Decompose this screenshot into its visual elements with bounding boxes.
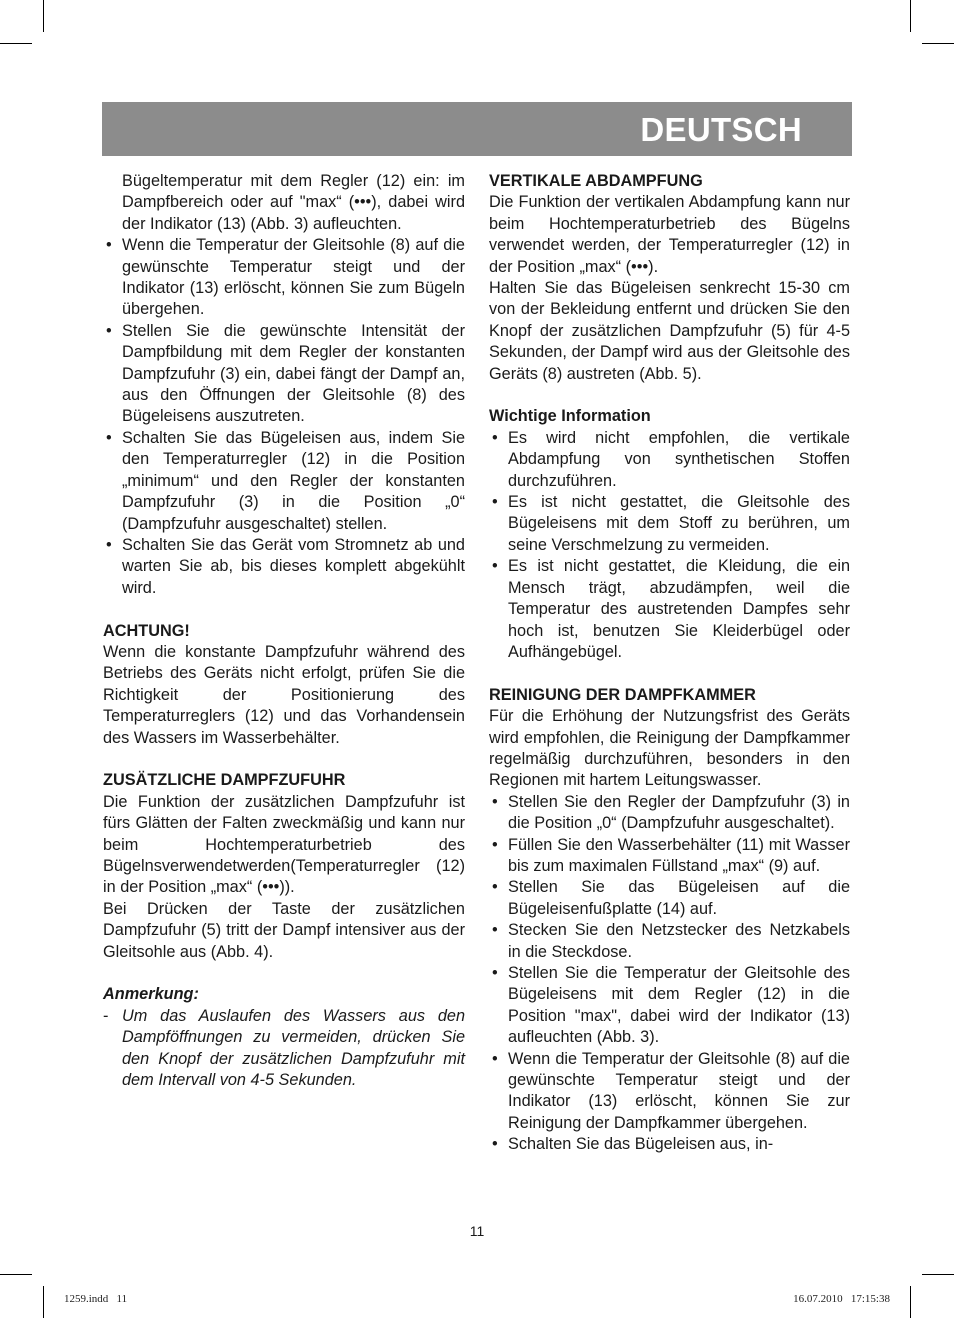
crop-mark xyxy=(922,43,954,44)
section-heading-additional-steam: ZUSÄTZLICHE DAMPFZUFUHR xyxy=(103,771,346,790)
list-item xyxy=(103,535,465,599)
note-text: Um das Auslaufen des Wassers aus den Dampföffnungen zu vermeiden, drücken Sie den Knopf der zusätzlichen Dampfzufuhr mit dem Intervall von 4-5 Sekunden. xyxy=(122,1006,465,1090)
bullet-icon: • xyxy=(492,493,498,512)
list-item xyxy=(489,492,850,556)
list-item xyxy=(103,321,465,428)
section-heading-cleaning: REINIGUNG DER DAMPFKAMMER xyxy=(489,685,756,704)
bullet-icon: • xyxy=(106,428,112,447)
bullet-icon: • xyxy=(492,878,498,897)
list-item xyxy=(489,428,850,492)
crop-mark xyxy=(910,1286,911,1318)
cleaning-text: Für die Erhöhung der Nutzungsfrist des Geräts wird empfohlen, die Reinigung der Dampfkammer regelmäßig durchzuführen, besonders in den Regionen mit hartem Leitungswasser. xyxy=(489,707,850,790)
banner-title: DEUTSCH xyxy=(640,111,802,148)
bullet-icon: • xyxy=(492,835,498,854)
note-heading: Anmerkung: xyxy=(103,985,199,1004)
bullet-icon: • xyxy=(492,792,498,811)
crop-mark xyxy=(0,43,32,44)
list-item xyxy=(489,920,850,963)
list-item-text: Es ist nicht gestattet, die Kleidung, die ein Mensch trägt, abzudämpfen, weil die Temperatur des austretenden Dampfes sehr hoch ist, benutzen Sie Kleiderbügel oder Aufhängebügel. xyxy=(508,557,850,661)
bullet-icon: • xyxy=(492,428,498,447)
bullet-icon: • xyxy=(106,321,112,340)
list-item xyxy=(489,877,850,920)
list-item-text: Stellen Sie den Regler der Dampfzufuhr (3) in die Position „0“ (Dampfzufuhr ausgeschaltet). xyxy=(508,792,850,833)
list-item-text: Es wird nicht empfohlen, die vertikale Abdampfung von synthetischen Stoffen durchzuführen. xyxy=(508,428,850,490)
list-item xyxy=(489,1049,850,1135)
list-item-text: Es ist nicht gestattet, die Gleitsohle des Bügeleisens mit dem Stoff zu berühren, um seine Verschmelzung zu vermeiden. xyxy=(508,493,850,554)
crop-mark xyxy=(0,1274,32,1275)
bullet-icon: • xyxy=(492,921,498,940)
bullet-icon: • xyxy=(492,1135,498,1154)
bullet-icon: • xyxy=(106,535,112,554)
vertical-steam-text: Halten Sie das Bügeleisen senkrecht 15-30 cm von der Bekleidung entfernt und drücken Sie den Knopf der zusätzlichen Dampfzufuhr (5) für 4-5 Sekunden, der Dampf wird aus der Gleitsohle des Geräts (8) austreten (Abb. 5). xyxy=(489,279,850,383)
footer-timestamp: 16.07.2010 17:15:38 xyxy=(793,1293,890,1305)
footer-file-info: 1259.indd 11 xyxy=(64,1293,128,1305)
bullet-icon: • xyxy=(106,236,112,255)
list-item-text: Schalten Sie das Gerät vom Stromnetz ab und warten Sie ab, bis dieses komplett abgekühlt wird. xyxy=(122,535,465,597)
list-item xyxy=(489,556,850,663)
list-item-text: Füllen Sie den Wasserbehälter (11) mit Wasser bis zum maximalen Füllstand „max“ (9) auf. xyxy=(508,835,850,875)
crop-mark xyxy=(43,1286,44,1318)
list-item-text: Wenn die Temperatur der Gleitsohle (8) auf die gewünschte Temperatur steigt und der Indikator (13) erlöscht, können Sie zum Bügeln übergehen. xyxy=(122,236,465,319)
left-column xyxy=(103,171,465,1091)
list-item xyxy=(103,428,465,535)
note-item xyxy=(103,1006,465,1092)
achtung-text: Wenn die konstante Dampfzufuhr während des Betriebs des Geräts nicht erfolgt, prüfen Sie die Richtigkeit der Positionierung des Temperaturreglers (12) und das Vorhandensein des Wassers im Wasserbehälter. xyxy=(103,642,465,747)
language-banner xyxy=(102,102,852,156)
list-item xyxy=(489,835,850,878)
list-item-text: Stellen Sie das Bügeleisen auf die Bügeleisenfußplatte (14) auf. xyxy=(508,878,850,918)
list-item xyxy=(103,235,465,321)
list-item-text: Schalten Sie das Bügeleisen aus, in- xyxy=(508,1135,774,1154)
achtung-heading: ACHTUNG! xyxy=(103,621,190,640)
bullet-icon: • xyxy=(492,1049,498,1068)
crop-mark xyxy=(922,1274,954,1275)
list-item-text: Stellen Sie die Temperatur der Gleitsohle des Bügeleisens mit dem Regler (12) in die Position "max", dabei wird der Indikator (13) aufleuchten (Abb. 3). xyxy=(508,964,850,1047)
crop-mark xyxy=(910,0,911,32)
list-item xyxy=(489,792,850,835)
list-item-text: Schalten Sie das Bügeleisen aus, indem Sie den Temperaturregler (12) in die Position „minimum“ und den Regler der konstanten Dampfzufuhr (3) in die Position „0“ (Dampfzufuhr ausgeschaltet) stellen. xyxy=(122,428,465,533)
page-number: 11 xyxy=(469,1223,485,1239)
additional-steam-text: Die Funktion der zusätzlichen Dampfzufuhr ist fürs Glätten der Falten zweckmäßig und kann nur beim Hochtemperaturbetrieb des Bügelnsverwendetwerden(Temperaturregler (12) in der Position „max“ (•••)). xyxy=(103,792,465,897)
list-item xyxy=(489,1134,850,1155)
list-item-text: Stellen Sie die gewünschte Intensität der Dampfbildung mit dem Regler der konstanten Dampfzufuhr (3) ein, dabei fängt der Dampf an, aus den Öffnungen der Gleitsohle (8) des Bügeleisens auszutreten. xyxy=(122,321,465,426)
list-item xyxy=(489,963,850,1049)
additional-steam-text: Bei Drücken der Taste der zusätzlichen Dampfzufuhr (5) tritt der Dampf intensiver aus der Gleitsohle aus (Abb. 4). xyxy=(103,899,465,961)
list-item-text: Stecken Sie den Netzstecker des Netzkabels in die Steckdose. xyxy=(508,921,850,961)
continued-paragraph: Bügeltemperatur mit dem Regler (12) ein: im Dampfbereich oder auf "max“ (•••), dabei wird der Indikator (13) (Abb. 3) aufleuchten. xyxy=(122,172,465,233)
vertical-steam-text: Die Funktion der vertikalen Abdampfung kann nur beim Hochtemperaturbetrieb des Bügelns verwendet werden, der Temperaturregler (12) in der Position „max“ (•••). xyxy=(489,193,850,276)
list-item-text: Wenn die Temperatur der Gleitsohle (8) auf die gewünschte Temperatur steigt und der Indikator (13) erlöscht, können Sie zur Reinigung der Dampfkammer übergehen. xyxy=(508,1049,850,1132)
bullet-icon: • xyxy=(492,557,498,576)
important-info-heading: Wichtige Information xyxy=(489,407,651,426)
right-column xyxy=(489,171,850,1156)
crop-mark xyxy=(43,0,44,32)
section-heading-vertical-steam: VERTIKALE ABDAMPFUNG xyxy=(489,172,703,190)
bullet-icon: • xyxy=(492,964,498,982)
dash-icon: - xyxy=(103,1006,109,1025)
